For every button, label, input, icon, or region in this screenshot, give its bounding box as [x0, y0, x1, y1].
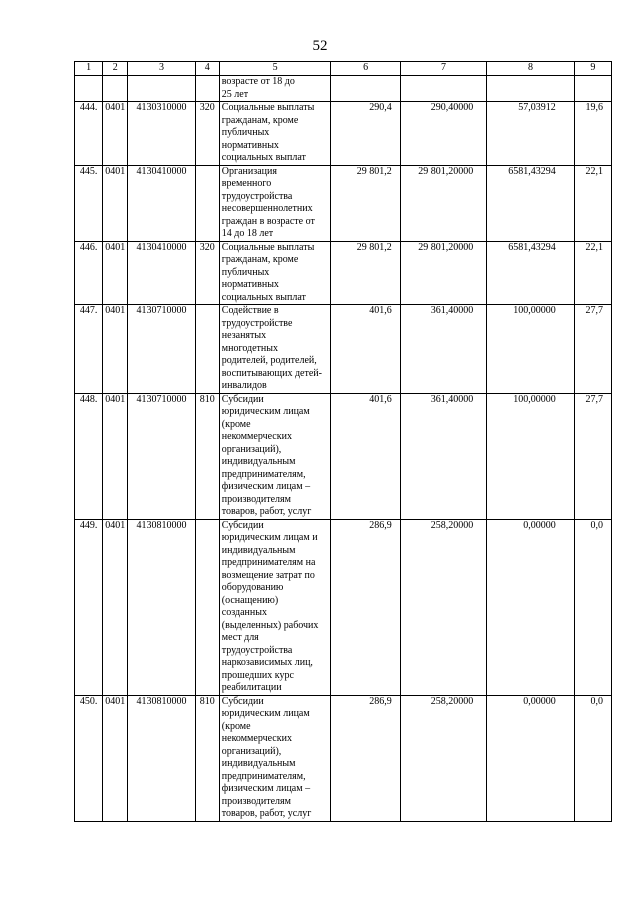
item-name-text: возрасте от 18 до 25 лет — [221, 76, 295, 100]
item-name-text: Содействие в трудоустройстве незанятых многодетных родителей, родителей, воспитывающих детей- инвалидов — [221, 305, 322, 391]
item-name-text: Социальные выплаты гражданам, кроме публичных нормативных социальных выплат — [221, 102, 315, 163]
row-number: 447. — [75, 305, 103, 394]
value-col-7: 29 801,20000 — [400, 165, 486, 241]
expense-type — [195, 76, 219, 102]
value-col-9: 27,7 — [574, 393, 611, 519]
table-row — [75, 695, 612, 821]
target-code: 4130710000 — [128, 393, 195, 519]
budget-table — [74, 61, 612, 822]
item-name — [219, 305, 331, 394]
item-name — [219, 241, 331, 305]
header-col-9: 9 — [574, 62, 611, 76]
table-header-row — [75, 62, 612, 76]
item-name — [219, 102, 331, 166]
value-col-7: 361,40000 — [400, 393, 486, 519]
row-number: 448. — [75, 393, 103, 519]
table-row — [75, 393, 612, 519]
header-col-2: 2 — [103, 62, 128, 76]
value-col-9: 22,1 — [574, 165, 611, 241]
item-name — [219, 519, 331, 695]
value-col-8 — [487, 76, 574, 102]
table-row — [75, 165, 612, 241]
target-code — [128, 76, 195, 102]
value-col-6: 286,9 — [331, 695, 400, 821]
value-col-6: 401,6 — [331, 393, 400, 519]
table-row — [75, 102, 612, 166]
item-name — [219, 76, 331, 102]
page-number: 52 — [312, 38, 328, 54]
row-number — [75, 76, 103, 102]
target-code: 4130410000 — [128, 241, 195, 305]
item-name — [219, 165, 331, 241]
section-code: 0401 — [103, 165, 128, 241]
target-code: 4130410000 — [128, 165, 195, 241]
section-code: 0401 — [103, 695, 128, 821]
value-col-8: 6581,43294 — [487, 241, 574, 305]
target-code: 4130710000 — [128, 305, 195, 394]
row-number: 444. — [75, 102, 103, 166]
section-code: 0401 — [103, 305, 128, 394]
value-col-8: 0,00000 — [487, 519, 574, 695]
value-col-7: 258,20000 — [400, 519, 486, 695]
header-col-4: 4 — [195, 62, 219, 76]
value-col-9: 19,6 — [574, 102, 611, 166]
item-name-text: Субсидии юридическим лицам (кроме некоммерческих организаций), индивидуальным предпринимателям, физическим лицам – производителям товаров, работ, услуг — [221, 695, 312, 819]
item-name-text: Социальные выплаты гражданам, кроме публичных нормативных социальных выплат — [221, 241, 315, 303]
item-name — [219, 393, 331, 519]
value-col-6: 401,6 — [331, 305, 400, 394]
table-row — [75, 305, 612, 394]
header-col-3: 3 — [128, 62, 195, 76]
expense-type — [195, 305, 219, 394]
item-name-text: Субсидии юридическим лицам (кроме некоммерческих организаций), индивидуальным предпринимателям, физическим лицам – производителям товаров, работ, услуг — [221, 393, 312, 517]
value-col-6: 29 801,2 — [331, 241, 400, 305]
value-col-6: 286,9 — [331, 519, 400, 695]
row-number: 449. — [75, 519, 103, 695]
table-body — [75, 76, 612, 822]
value-col-8: 0,00000 — [487, 695, 574, 821]
value-col-9: 22,1 — [574, 241, 611, 305]
value-col-7: 258,20000 — [400, 695, 486, 821]
value-col-8: 6581,43294 — [487, 165, 574, 241]
header-col-8: 8 — [487, 62, 574, 76]
item-name — [219, 695, 331, 821]
header-col-6: 6 — [331, 62, 400, 76]
expense-type: 810 — [195, 695, 219, 821]
header-col-5: 5 — [219, 62, 331, 76]
value-col-7: 361,40000 — [400, 305, 486, 394]
value-col-9: 0,0 — [574, 695, 611, 821]
value-col-7 — [400, 76, 486, 102]
section-code: 0401 — [103, 393, 128, 519]
expense-type — [195, 165, 219, 241]
value-col-6: 29 801,2 — [331, 165, 400, 241]
target-code: 4130810000 — [128, 695, 195, 821]
item-name-text: Организация временного трудоустройства несовершеннолетних граждан в возрасте от 14 до 18 лет — [221, 165, 315, 239]
table-row — [75, 76, 612, 102]
target-code: 4130810000 — [128, 519, 195, 695]
expense-type: 320 — [195, 241, 219, 305]
section-code: 0401 — [103, 519, 128, 695]
value-col-9 — [574, 76, 611, 102]
row-number: 446. — [75, 241, 103, 305]
table-row — [75, 519, 612, 695]
section-code: 0401 — [103, 102, 128, 166]
section-code: 0401 — [103, 241, 128, 305]
expense-type — [195, 519, 219, 695]
value-col-7: 29 801,20000 — [400, 241, 486, 305]
header-col-1: 1 — [75, 62, 103, 76]
section-code — [103, 76, 128, 102]
expense-type: 810 — [195, 393, 219, 519]
row-number: 450. — [75, 695, 103, 821]
value-col-7: 290,40000 — [400, 102, 486, 166]
row-number: 445. — [75, 165, 103, 241]
value-col-8: 57,03912 — [487, 102, 574, 166]
expense-type: 320 — [195, 102, 219, 166]
value-col-8: 100,00000 — [487, 393, 574, 519]
table-row — [75, 241, 612, 305]
item-name-text: Субсидии юридическим лицам и индивидуальным предпринимателям на возмещение затрат по оборудованию (оснащению) созданных (выделенных) рабочих мест для трудоустройства наркозависимых лиц, прошедших курс реабилитации — [221, 519, 319, 693]
value-col-9: 27,7 — [574, 305, 611, 394]
header-col-7: 7 — [400, 62, 486, 76]
value-col-8: 100,00000 — [487, 305, 574, 394]
value-col-9: 0,0 — [574, 519, 611, 695]
target-code: 4130310000 — [128, 102, 195, 166]
value-col-6: 290,4 — [331, 102, 400, 166]
value-col-6 — [331, 76, 400, 102]
